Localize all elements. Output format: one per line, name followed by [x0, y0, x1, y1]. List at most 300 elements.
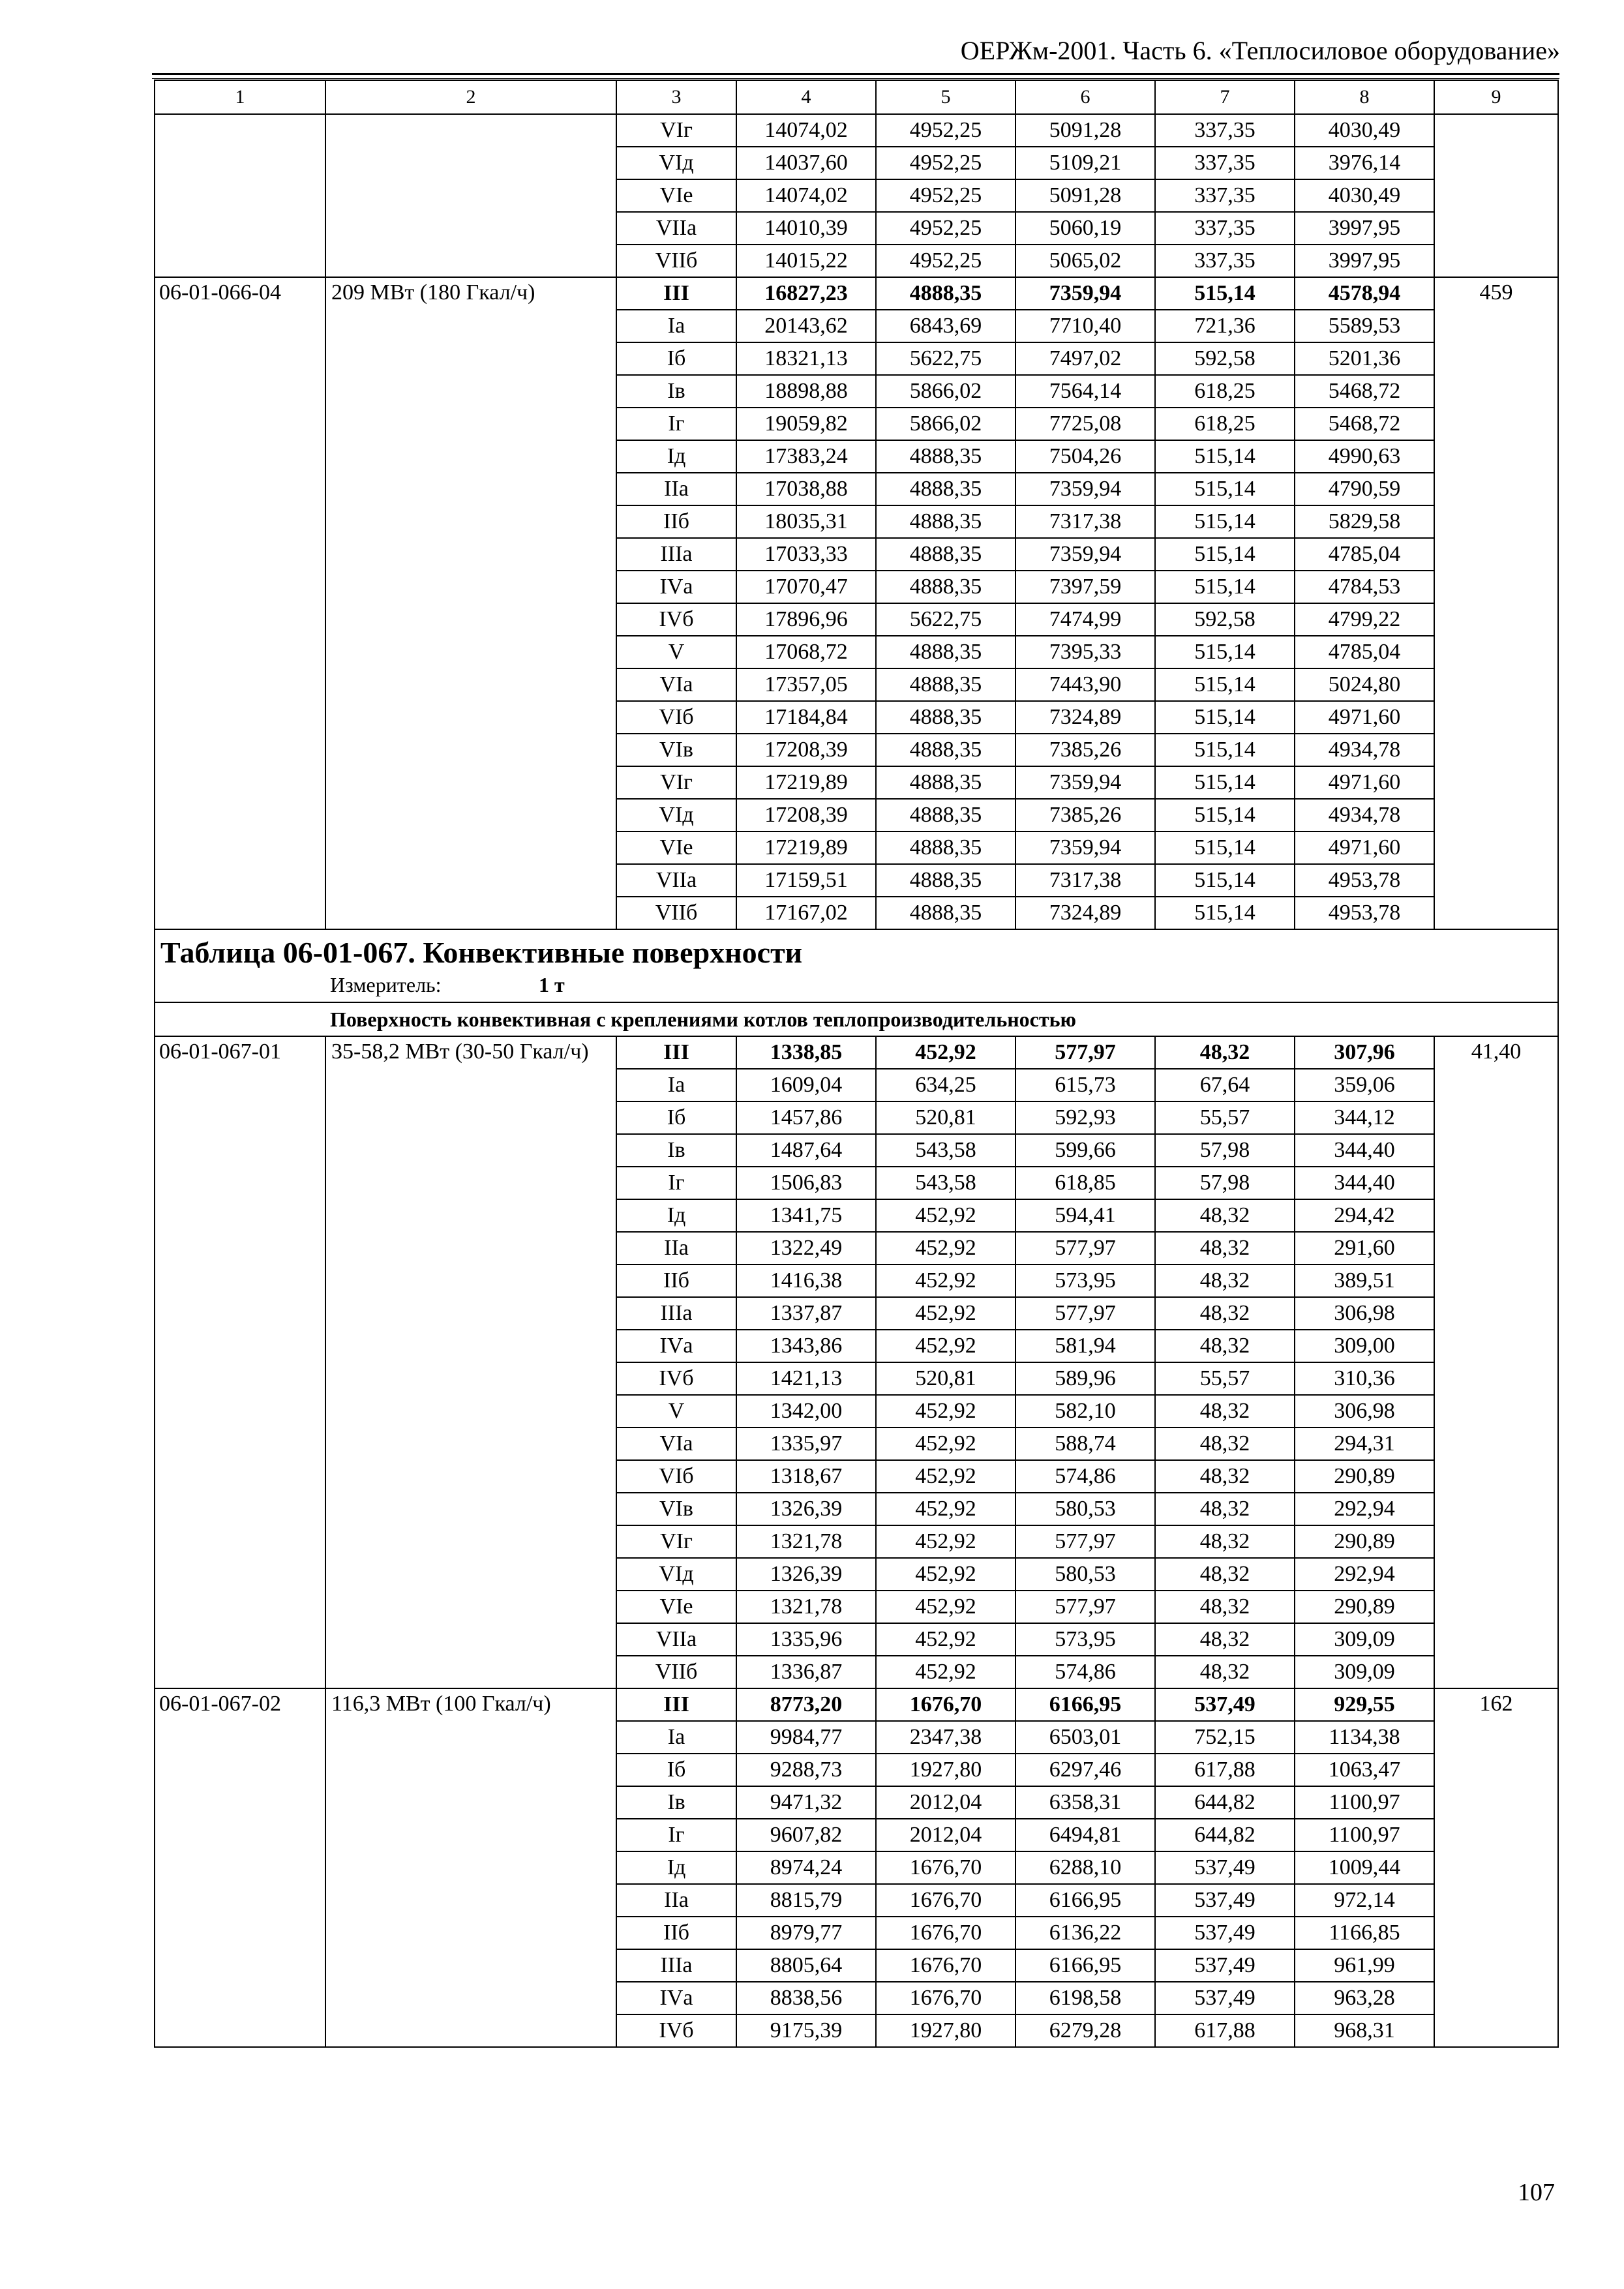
value-cell: 1676,70 — [876, 1851, 1015, 1884]
value-cell: 7710,40 — [1015, 310, 1155, 342]
zone-code: VIд — [616, 799, 736, 831]
value-cell: 14015,22 — [736, 245, 876, 277]
value-cell: 16827,23 — [736, 277, 876, 310]
table-title: Таблица 06-01-067. Конвективные поверхности — [160, 936, 803, 969]
value-cell: 4888,35 — [876, 897, 1015, 929]
value-cell: 6297,46 — [1015, 1754, 1155, 1786]
section-title-cell — [155, 929, 1558, 1002]
value-cell: 4030,49 — [1295, 114, 1434, 147]
zone-code: Iа — [616, 1069, 736, 1101]
value-cell: 1487,64 — [736, 1134, 876, 1167]
value-cell: 592,58 — [1155, 342, 1295, 375]
value-cell: 48,32 — [1155, 1623, 1295, 1656]
value-cell: 7359,94 — [1015, 766, 1155, 799]
value-cell: 290,89 — [1295, 1460, 1434, 1493]
zone-code: IIб — [616, 1917, 736, 1949]
value-cell: 3997,95 — [1295, 212, 1434, 245]
column-number: 6 — [1015, 80, 1155, 114]
value-cell: 6358,31 — [1015, 1786, 1155, 1819]
value-cell: 617,88 — [1155, 2014, 1295, 2047]
value-cell: 4888,35 — [876, 636, 1015, 668]
column-number: 3 — [616, 80, 736, 114]
value-cell: 3976,14 — [1295, 147, 1434, 179]
value-cell: 4888,35 — [876, 668, 1015, 701]
zone-code: VIд — [616, 147, 736, 179]
value-cell: 588,74 — [1015, 1428, 1155, 1460]
value-cell: 4799,22 — [1295, 603, 1434, 636]
zone-code: Iа — [616, 1721, 736, 1754]
value-cell: 1134,38 — [1295, 1721, 1434, 1754]
value-cell: 14010,39 — [736, 212, 876, 245]
rate-code: 06-01-066-04 — [155, 277, 325, 929]
value-cell: 577,97 — [1015, 1036, 1155, 1069]
value-cell: 17167,02 — [736, 897, 876, 929]
value-cell: 4888,35 — [876, 505, 1015, 538]
value-cell: 452,92 — [876, 1591, 1015, 1623]
value-cell: 452,92 — [876, 1297, 1015, 1330]
value-cell: 55,57 — [1155, 1101, 1295, 1134]
value-cell: 1318,67 — [736, 1460, 876, 1493]
value-cell: 5091,28 — [1015, 114, 1155, 147]
value-cell: 1338,85 — [736, 1036, 876, 1069]
value-cell: 14074,02 — [736, 179, 876, 212]
value-cell: 1416,38 — [736, 1264, 876, 1297]
value-cell: 515,14 — [1155, 864, 1295, 897]
table-row — [155, 277, 1558, 310]
value-cell: 1337,87 — [736, 1297, 876, 1330]
value-cell: 1326,39 — [736, 1493, 876, 1525]
value-cell: 1676,70 — [876, 1982, 1015, 2014]
value-cell: 359,06 — [1295, 1069, 1434, 1101]
value-cell: 515,14 — [1155, 473, 1295, 505]
value-cell: 963,28 — [1295, 1982, 1434, 2014]
value-cell: 337,35 — [1155, 179, 1295, 212]
value-cell: 1166,85 — [1295, 1917, 1434, 1949]
zone-code: IVб — [616, 2014, 736, 2047]
value-cell: 17219,89 — [736, 831, 876, 864]
zone-code: Iв — [616, 375, 736, 408]
value-cell: 48,32 — [1155, 1460, 1295, 1493]
value-cell: 4953,78 — [1295, 864, 1434, 897]
value-cell: 1322,49 — [736, 1232, 876, 1264]
value-cell: 17184,84 — [736, 701, 876, 734]
value-cell: 543,58 — [876, 1167, 1015, 1199]
zone-code: Iг — [616, 1819, 736, 1851]
value-cell: 389,51 — [1295, 1264, 1434, 1297]
value-cell: 1341,75 — [736, 1199, 876, 1232]
value-cell: 929,55 — [1295, 1688, 1434, 1721]
value-cell: 515,14 — [1155, 897, 1295, 929]
zone-code: VIе — [616, 1591, 736, 1623]
value-cell: 582,10 — [1015, 1395, 1155, 1428]
value-cell: 9471,32 — [736, 1786, 876, 1819]
zone-code: VIв — [616, 1493, 736, 1525]
zone-code: Iв — [616, 1786, 736, 1819]
value-cell: 7564,14 — [1015, 375, 1155, 408]
value-cell: 574,86 — [1015, 1460, 1155, 1493]
zone-code: IIIа — [616, 538, 736, 571]
value-cell: 515,14 — [1155, 636, 1295, 668]
value-cell: 1063,47 — [1295, 1754, 1434, 1786]
value-cell: 7385,26 — [1015, 799, 1155, 831]
rate-code: 06-01-067-02 — [155, 1688, 325, 2047]
value-cell: 1100,97 — [1295, 1786, 1434, 1819]
value-cell: 1009,44 — [1295, 1851, 1434, 1884]
value-cell: 7324,89 — [1015, 897, 1155, 929]
zone-code: VIг — [616, 766, 736, 799]
value-cell: 17219,89 — [736, 766, 876, 799]
value-cell: 452,92 — [876, 1623, 1015, 1656]
value-cell: 520,81 — [876, 1362, 1015, 1395]
value-cell: 17357,05 — [736, 668, 876, 701]
value-cell: 48,32 — [1155, 1656, 1295, 1688]
value-cell: 1506,83 — [736, 1167, 876, 1199]
value-cell: 8838,56 — [736, 1982, 876, 2014]
value-cell: 48,32 — [1155, 1232, 1295, 1264]
value-cell: 17070,47 — [736, 571, 876, 603]
value-cell: 4888,35 — [876, 799, 1015, 831]
zone-code: VIIб — [616, 1656, 736, 1688]
capacity-spec — [325, 114, 616, 277]
value-cell: 17208,39 — [736, 799, 876, 831]
value-cell: 4934,78 — [1295, 734, 1434, 766]
value-cell: 5468,72 — [1295, 375, 1434, 408]
value-cell: 1676,70 — [876, 1884, 1015, 1917]
value-cell: 4990,63 — [1295, 440, 1434, 473]
material-value — [1434, 114, 1558, 277]
zone-code: IIа — [616, 1232, 736, 1264]
zone-code: VIIа — [616, 212, 736, 245]
column-number: 7 — [1155, 80, 1295, 114]
zone-code: VIа — [616, 668, 736, 701]
value-cell: 17068,72 — [736, 636, 876, 668]
zone-code: Iа — [616, 310, 736, 342]
value-cell: 4888,35 — [876, 473, 1015, 505]
value-cell: 20143,62 — [736, 310, 876, 342]
table-row — [155, 1036, 1558, 1069]
value-cell: 4888,35 — [876, 440, 1015, 473]
zone-code: IIIа — [616, 1297, 736, 1330]
value-cell: 452,92 — [876, 1232, 1015, 1264]
value-cell: 5589,53 — [1295, 310, 1434, 342]
value-cell: 67,64 — [1155, 1069, 1295, 1101]
value-cell: 8815,79 — [736, 1884, 876, 1917]
value-cell: 5065,02 — [1015, 245, 1155, 277]
value-cell: 344,40 — [1295, 1134, 1434, 1167]
value-cell: 7359,94 — [1015, 473, 1155, 505]
value-cell: 452,92 — [876, 1395, 1015, 1428]
value-cell: 580,53 — [1015, 1558, 1155, 1591]
value-cell: 5091,28 — [1015, 179, 1155, 212]
zone-code: Iг — [616, 408, 736, 440]
zone-code: VIв — [616, 734, 736, 766]
value-cell: 1321,78 — [736, 1591, 876, 1623]
value-cell: 17208,39 — [736, 734, 876, 766]
material-value: 459 — [1434, 277, 1558, 929]
value-cell: 1343,86 — [736, 1330, 876, 1362]
value-cell: 18035,31 — [736, 505, 876, 538]
value-cell: 4888,35 — [876, 701, 1015, 734]
value-cell: 599,66 — [1015, 1134, 1155, 1167]
value-cell: 18898,88 — [736, 375, 876, 408]
value-cell: 1336,87 — [736, 1656, 876, 1688]
capacity-spec: 35-58,2 МВт (30-50 Гкал/ч) — [325, 1036, 616, 1688]
value-cell: 306,98 — [1295, 1395, 1434, 1428]
value-cell: 515,14 — [1155, 668, 1295, 701]
zone-code: III — [616, 1688, 736, 1721]
value-cell: 573,95 — [1015, 1623, 1155, 1656]
value-cell: 1342,00 — [736, 1395, 876, 1428]
value-cell: 307,96 — [1295, 1036, 1434, 1069]
value-cell: 8805,64 — [736, 1949, 876, 1982]
zone-code: V — [616, 1395, 736, 1428]
value-cell: 5622,75 — [876, 342, 1015, 375]
value-cell: 5468,72 — [1295, 408, 1434, 440]
zone-code: VIIа — [616, 1623, 736, 1656]
value-cell: 5829,58 — [1295, 505, 1434, 538]
value-cell: 48,32 — [1155, 1264, 1295, 1297]
zone-code: VIе — [616, 831, 736, 864]
value-cell: 4578,94 — [1295, 277, 1434, 310]
value-cell: 515,14 — [1155, 277, 1295, 310]
zone-code: IIб — [616, 1264, 736, 1297]
value-cell: 5109,21 — [1015, 147, 1155, 179]
zone-code: IVа — [616, 571, 736, 603]
value-cell: 17159,51 — [736, 864, 876, 897]
value-cell: 2347,38 — [876, 1721, 1015, 1754]
value-cell: 644,82 — [1155, 1819, 1295, 1851]
zone-code: V — [616, 636, 736, 668]
zone-code: VIIб — [616, 897, 736, 929]
meter-row — [160, 972, 1552, 998]
value-cell: 4785,04 — [1295, 538, 1434, 571]
value-cell: 721,36 — [1155, 310, 1295, 342]
value-cell: 4784,53 — [1295, 571, 1434, 603]
value-cell: 452,92 — [876, 1656, 1015, 1688]
value-cell: 2012,04 — [876, 1786, 1015, 1819]
value-cell: 574,86 — [1015, 1656, 1155, 1688]
value-cell: 6136,22 — [1015, 1917, 1155, 1949]
value-cell: 4888,35 — [876, 864, 1015, 897]
value-cell: 1326,39 — [736, 1558, 876, 1591]
value-cell: 4952,25 — [876, 245, 1015, 277]
value-cell: 4888,35 — [876, 734, 1015, 766]
value-cell: 57,98 — [1155, 1134, 1295, 1167]
value-cell: 452,92 — [876, 1428, 1015, 1460]
value-cell: 48,32 — [1155, 1525, 1295, 1558]
value-cell: 4888,35 — [876, 538, 1015, 571]
value-cell: 4785,04 — [1295, 636, 1434, 668]
value-cell: 537,49 — [1155, 1949, 1295, 1982]
value-cell: 618,25 — [1155, 408, 1295, 440]
value-cell: 48,32 — [1155, 1199, 1295, 1232]
value-cell: 8979,77 — [736, 1917, 876, 1949]
value-cell: 1335,97 — [736, 1428, 876, 1460]
value-cell: 543,58 — [876, 1134, 1015, 1167]
header-rule-thin — [152, 78, 1559, 79]
value-cell: 9288,73 — [736, 1754, 876, 1786]
zone-code: Iд — [616, 1851, 736, 1884]
value-cell: 48,32 — [1155, 1591, 1295, 1623]
value-cell: 580,53 — [1015, 1493, 1155, 1525]
value-cell: 55,57 — [1155, 1362, 1295, 1395]
value-cell: 5201,36 — [1295, 342, 1434, 375]
value-cell: 6198,58 — [1015, 1982, 1155, 2014]
value-cell: 752,15 — [1155, 1721, 1295, 1754]
capacity-spec: 116,3 МВт (100 Гкал/ч) — [325, 1688, 616, 2047]
value-cell: 1609,04 — [736, 1069, 876, 1101]
value-cell: 7324,89 — [1015, 701, 1155, 734]
value-cell: 1927,80 — [876, 2014, 1015, 2047]
value-cell: 2012,04 — [876, 1819, 1015, 1851]
rate-code — [155, 114, 325, 277]
value-cell: 1421,13 — [736, 1362, 876, 1395]
zone-code: VIIб — [616, 245, 736, 277]
zone-code: Iд — [616, 440, 736, 473]
column-number: 5 — [876, 80, 1015, 114]
value-cell: 4790,59 — [1295, 473, 1434, 505]
value-cell: 3997,95 — [1295, 245, 1434, 277]
value-cell: 4952,25 — [876, 114, 1015, 147]
value-cell: 48,32 — [1155, 1297, 1295, 1330]
zone-code: IIа — [616, 473, 736, 505]
zone-code: IVб — [616, 603, 736, 636]
value-cell: 344,12 — [1295, 1101, 1434, 1134]
page-header: ОЕРЖм-2001. Часть 6. «Теплосиловое оборудование» — [960, 36, 1560, 65]
value-cell: 972,14 — [1295, 1884, 1434, 1917]
material-value: 162 — [1434, 1688, 1558, 2047]
value-cell: 452,92 — [876, 1525, 1015, 1558]
value-cell: 4953,78 — [1295, 897, 1434, 929]
zone-code: VIг — [616, 1525, 736, 1558]
value-cell: 5024,80 — [1295, 668, 1434, 701]
value-cell: 452,92 — [876, 1199, 1015, 1232]
value-cell: 19059,82 — [736, 408, 876, 440]
value-cell: 452,92 — [876, 1330, 1015, 1362]
value-cell: 48,32 — [1155, 1330, 1295, 1362]
value-cell: 7385,26 — [1015, 734, 1155, 766]
zone-code: Iд — [616, 1199, 736, 1232]
table-row — [155, 114, 1558, 147]
value-cell: 452,92 — [876, 1558, 1015, 1591]
value-cell: 290,89 — [1295, 1525, 1434, 1558]
value-cell: 4888,35 — [876, 277, 1015, 310]
value-cell: 17896,96 — [736, 603, 876, 636]
value-cell: 6503,01 — [1015, 1721, 1155, 1754]
value-cell: 9607,82 — [736, 1819, 876, 1851]
value-cell: 515,14 — [1155, 734, 1295, 766]
zone-code: Iб — [616, 1754, 736, 1786]
value-cell: 452,92 — [876, 1264, 1015, 1297]
value-cell: 9984,77 — [736, 1721, 876, 1754]
value-cell: 5866,02 — [876, 375, 1015, 408]
value-cell: 592,58 — [1155, 603, 1295, 636]
value-cell: 309,09 — [1295, 1656, 1434, 1688]
value-cell: 306,98 — [1295, 1297, 1434, 1330]
value-cell: 577,97 — [1015, 1232, 1155, 1264]
value-cell: 452,92 — [876, 1493, 1015, 1525]
value-cell: 57,98 — [1155, 1167, 1295, 1199]
value-cell: 48,32 — [1155, 1493, 1295, 1525]
value-cell: 48,32 — [1155, 1036, 1295, 1069]
column-number-row — [155, 80, 1558, 114]
value-cell: 1676,70 — [876, 1949, 1015, 1982]
value-cell: 1100,97 — [1295, 1819, 1434, 1851]
value-cell: 452,92 — [876, 1036, 1015, 1069]
rate-code: 06-01-067-01 — [155, 1036, 325, 1688]
value-cell: 5866,02 — [876, 408, 1015, 440]
section-subtitle-row — [155, 1002, 1558, 1036]
value-cell: 5622,75 — [876, 603, 1015, 636]
value-cell: 8773,20 — [736, 1688, 876, 1721]
value-cell: 7317,38 — [1015, 505, 1155, 538]
value-cell: 6843,69 — [876, 310, 1015, 342]
meter-value: 1 т — [539, 973, 565, 996]
value-cell: 520,81 — [876, 1101, 1015, 1134]
value-cell: 1457,86 — [736, 1101, 876, 1134]
value-cell: 618,85 — [1015, 1167, 1155, 1199]
value-cell: 4888,35 — [876, 831, 1015, 864]
value-cell: 1676,70 — [876, 1917, 1015, 1949]
value-cell: 537,49 — [1155, 1851, 1295, 1884]
value-cell: 294,42 — [1295, 1199, 1434, 1232]
header-rule — [152, 73, 1559, 75]
value-cell: 4952,25 — [876, 147, 1015, 179]
value-cell: 1321,78 — [736, 1525, 876, 1558]
value-cell: 515,14 — [1155, 799, 1295, 831]
value-cell: 17033,33 — [736, 538, 876, 571]
value-cell: 7397,59 — [1015, 571, 1155, 603]
value-cell: 515,14 — [1155, 701, 1295, 734]
value-cell: 4971,60 — [1295, 831, 1434, 864]
zone-code: VIе — [616, 179, 736, 212]
value-cell: 589,96 — [1015, 1362, 1155, 1395]
value-cell: 537,49 — [1155, 1688, 1295, 1721]
value-cell: 8974,24 — [736, 1851, 876, 1884]
value-cell: 17038,88 — [736, 473, 876, 505]
value-cell: 592,93 — [1015, 1101, 1155, 1134]
value-cell: 292,94 — [1295, 1493, 1434, 1525]
zone-code: Iв — [616, 1134, 736, 1167]
zone-code: IVа — [616, 1982, 736, 2014]
value-cell: 634,25 — [876, 1069, 1015, 1101]
zone-code: IVа — [616, 1330, 736, 1362]
value-cell: 4888,35 — [876, 571, 1015, 603]
value-cell: 6166,95 — [1015, 1884, 1155, 1917]
material-value: 41,40 — [1434, 1036, 1558, 1688]
value-cell: 5060,19 — [1015, 212, 1155, 245]
value-cell: 961,99 — [1295, 1949, 1434, 1982]
value-cell: 4971,60 — [1295, 766, 1434, 799]
column-number: 8 — [1295, 80, 1434, 114]
value-cell: 7504,26 — [1015, 440, 1155, 473]
value-cell: 17383,24 — [736, 440, 876, 473]
value-cell: 6166,95 — [1015, 1688, 1155, 1721]
zone-code: Iб — [616, 342, 736, 375]
value-cell: 4888,35 — [876, 766, 1015, 799]
value-cell: 1676,70 — [876, 1688, 1015, 1721]
value-cell: 615,73 — [1015, 1069, 1155, 1101]
column-number: 9 — [1434, 80, 1558, 114]
value-cell: 617,88 — [1155, 1754, 1295, 1786]
value-cell: 7497,02 — [1015, 342, 1155, 375]
zone-code: IIб — [616, 505, 736, 538]
value-cell: 573,95 — [1015, 1264, 1155, 1297]
value-cell: 644,82 — [1155, 1786, 1295, 1819]
value-cell: 18321,13 — [736, 342, 876, 375]
value-cell: 4030,49 — [1295, 179, 1434, 212]
value-cell: 7474,99 — [1015, 603, 1155, 636]
